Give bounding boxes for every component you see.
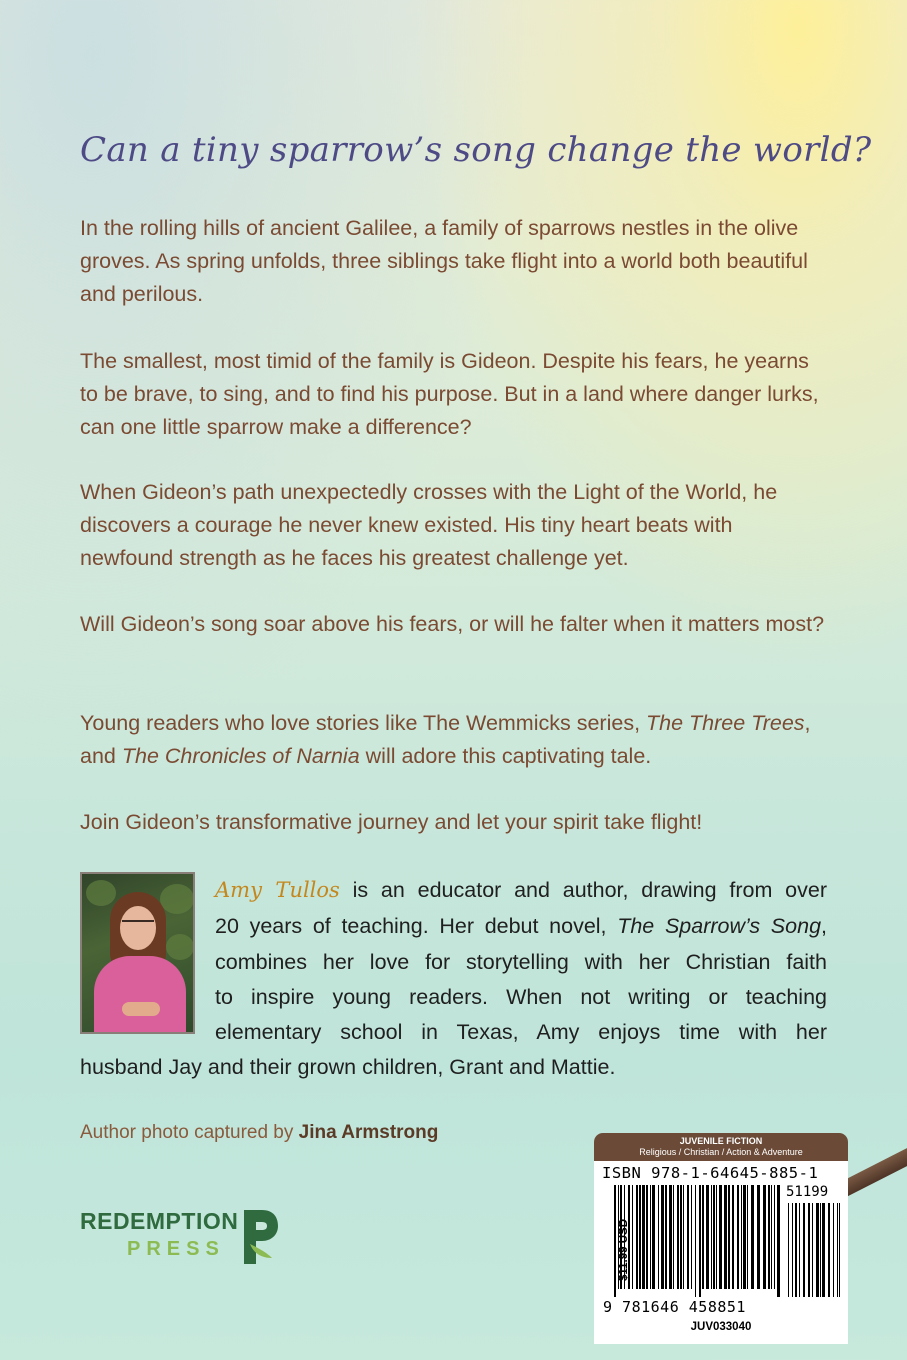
addon-bar xyxy=(808,1203,810,1297)
barcode-bar xyxy=(636,1185,638,1289)
barcode-bar xyxy=(665,1185,667,1289)
barcode-bar xyxy=(713,1185,715,1289)
bio-line-6: husband Jay and their grown children, Grant and Mattie. xyxy=(80,1055,616,1079)
barcode-bar xyxy=(724,1185,727,1289)
barcode-bar xyxy=(774,1185,775,1289)
bisac-code: JUV033040 xyxy=(690,1321,752,1333)
barcode-bar xyxy=(639,1185,641,1289)
addon-bar xyxy=(792,1203,793,1297)
photo-foliage xyxy=(160,884,194,914)
publisher-name-bottom: PRESS xyxy=(127,1238,225,1260)
author-photo xyxy=(80,872,195,1034)
addon-bar xyxy=(837,1203,838,1297)
p5-text-e: will adore this captivating tale. xyxy=(359,744,652,768)
barcode-bar xyxy=(677,1185,679,1289)
price-addon-number: 51199 xyxy=(786,1184,829,1200)
barcode-bar xyxy=(706,1185,709,1289)
addon-bar xyxy=(816,1203,819,1297)
barcode-bar xyxy=(669,1185,672,1289)
blurb-paragraph-3: When Gideon’s path unexpectedly crosses with the Light of the World, he discovers a courage he never knew existed. His tiny heart beats with newfound strength as he faces his greatest challenge yet. xyxy=(80,480,778,570)
blurb-paragraph-4: Will Gideon’s song soar above his fears, or will he falter when it matters most? xyxy=(80,612,825,636)
genre-category: JUVENILE FICTION xyxy=(679,1136,763,1146)
barcode-bar xyxy=(699,1185,701,1297)
barcode-bar xyxy=(661,1185,664,1289)
barcode-bar xyxy=(747,1185,748,1289)
barcode-bar xyxy=(732,1185,734,1289)
headline: Can a tiny sparrow’s song change the world? xyxy=(80,130,872,170)
barcode-bar xyxy=(632,1185,633,1289)
barcode-bar xyxy=(719,1185,722,1289)
barcode-bar xyxy=(628,1185,630,1289)
barcode-bar xyxy=(711,1185,712,1289)
barcode-bar xyxy=(618,1185,619,1289)
bio-text-1: is an educator and author, drawing from over xyxy=(339,878,827,902)
barcode-bars xyxy=(612,1185,842,1297)
barcode-bar xyxy=(673,1185,674,1289)
barcode-bar xyxy=(716,1185,717,1289)
photo-credit-prefix: Author photo captured by xyxy=(80,1122,299,1143)
bio-line-5: elementary school in Texas, Amy enjoys time with her xyxy=(215,1020,827,1044)
book-title: The Sparrow’s Song xyxy=(617,914,822,938)
barcode-bar xyxy=(624,1185,625,1289)
barcode-number: 9 781646 458851 xyxy=(603,1298,746,1316)
addon-bar xyxy=(822,1203,825,1297)
photo-glasses xyxy=(122,920,154,930)
barcode-bar xyxy=(771,1185,772,1289)
publisher-logo xyxy=(80,1208,290,1274)
barcode-bar xyxy=(652,1185,655,1289)
barcode-bar xyxy=(680,1185,682,1289)
barcode-bar xyxy=(768,1185,770,1289)
photo-hands xyxy=(122,1002,160,1016)
photo-foliage xyxy=(86,880,116,906)
photographer-name: Jina Armstrong xyxy=(298,1122,439,1143)
barcode-bar xyxy=(683,1185,684,1289)
title-chronicles-of-narnia: The Chronicles of Narnia xyxy=(121,744,360,768)
photo-credit xyxy=(80,1122,438,1144)
bio-line-3: combines her love for storytelling with her Christian faith xyxy=(215,950,827,974)
barcode-bar xyxy=(620,1185,622,1289)
addon-bar xyxy=(812,1203,813,1297)
barcode-bar xyxy=(741,1185,742,1289)
barcode-bar xyxy=(757,1185,760,1289)
barcode-bar xyxy=(702,1185,704,1289)
barcode-panel xyxy=(594,1161,848,1344)
photo-shirt xyxy=(94,956,186,1034)
barcode-bar xyxy=(687,1185,689,1289)
blurb-paragraph-6: Join Gideon’s transformative journey and let your spirit take flight! xyxy=(80,810,703,834)
barcode-bar xyxy=(763,1185,766,1289)
p5-text-a: Young readers who love stories like The Wemmicks series, xyxy=(80,711,647,735)
bio-line-1 xyxy=(215,878,827,903)
p5-text-c: , and xyxy=(80,711,811,768)
title-the-three-trees: The Three Trees xyxy=(646,711,805,735)
author-name: Amy Tullos xyxy=(215,878,340,902)
bio-line-2 xyxy=(215,914,827,939)
barcode-bar xyxy=(658,1185,659,1289)
barcode-bar xyxy=(691,1185,692,1289)
barcode-bar xyxy=(614,1185,616,1297)
bio-text-2c: , xyxy=(821,914,828,938)
blurb-paragraph-5 xyxy=(80,707,828,773)
addon-bar xyxy=(788,1203,789,1297)
addon-bar xyxy=(799,1203,800,1297)
blurb-paragraph-2: The smallest, most timid of the family is Gideon. Despite his fears, he yearns to be brave, to sing, and to find his purpose. But in a land where danger lurks, can one little sparrow make a difference? xyxy=(80,349,819,439)
photo-foliage xyxy=(166,934,194,960)
barcode-bar xyxy=(743,1185,746,1289)
barcode-bar xyxy=(650,1185,651,1289)
barcode-bar xyxy=(646,1185,648,1289)
barcode-bar xyxy=(751,1185,754,1289)
addon-bar xyxy=(795,1203,797,1297)
addon-bar xyxy=(828,1203,830,1297)
addon-bar xyxy=(820,1203,821,1297)
barcode-bar xyxy=(728,1185,730,1289)
isbn-text: ISBN 978-1-64645-885-1 xyxy=(602,1164,819,1182)
bio-line-4: to inspire young readers. When not writing or teaching xyxy=(215,985,827,1009)
barcode-bar xyxy=(737,1185,739,1289)
publisher-name-top: REDEMPTION xyxy=(80,1208,239,1234)
addon-bar xyxy=(839,1203,840,1297)
barcode-bar xyxy=(695,1185,696,1297)
publisher-mark-icon xyxy=(240,1208,280,1266)
genre-subcategory: Religious / Christian / Action & Adventure xyxy=(639,1147,803,1157)
barcode-bar xyxy=(777,1185,780,1297)
addon-bar xyxy=(803,1203,805,1297)
blurb-paragraph-1: In the rolling hills of ancient Galilee, a family of sparrows nestles in the olive groves. As spring unfolds, three siblings take flight into a world both beautiful and perilous. xyxy=(80,216,808,306)
bio-text-2a: 20 years of teaching. Her debut novel, xyxy=(215,914,618,938)
barcode-block xyxy=(594,1133,848,1344)
genre-label xyxy=(594,1133,848,1161)
barcode-bar xyxy=(642,1185,645,1289)
addon-bar xyxy=(833,1203,834,1297)
